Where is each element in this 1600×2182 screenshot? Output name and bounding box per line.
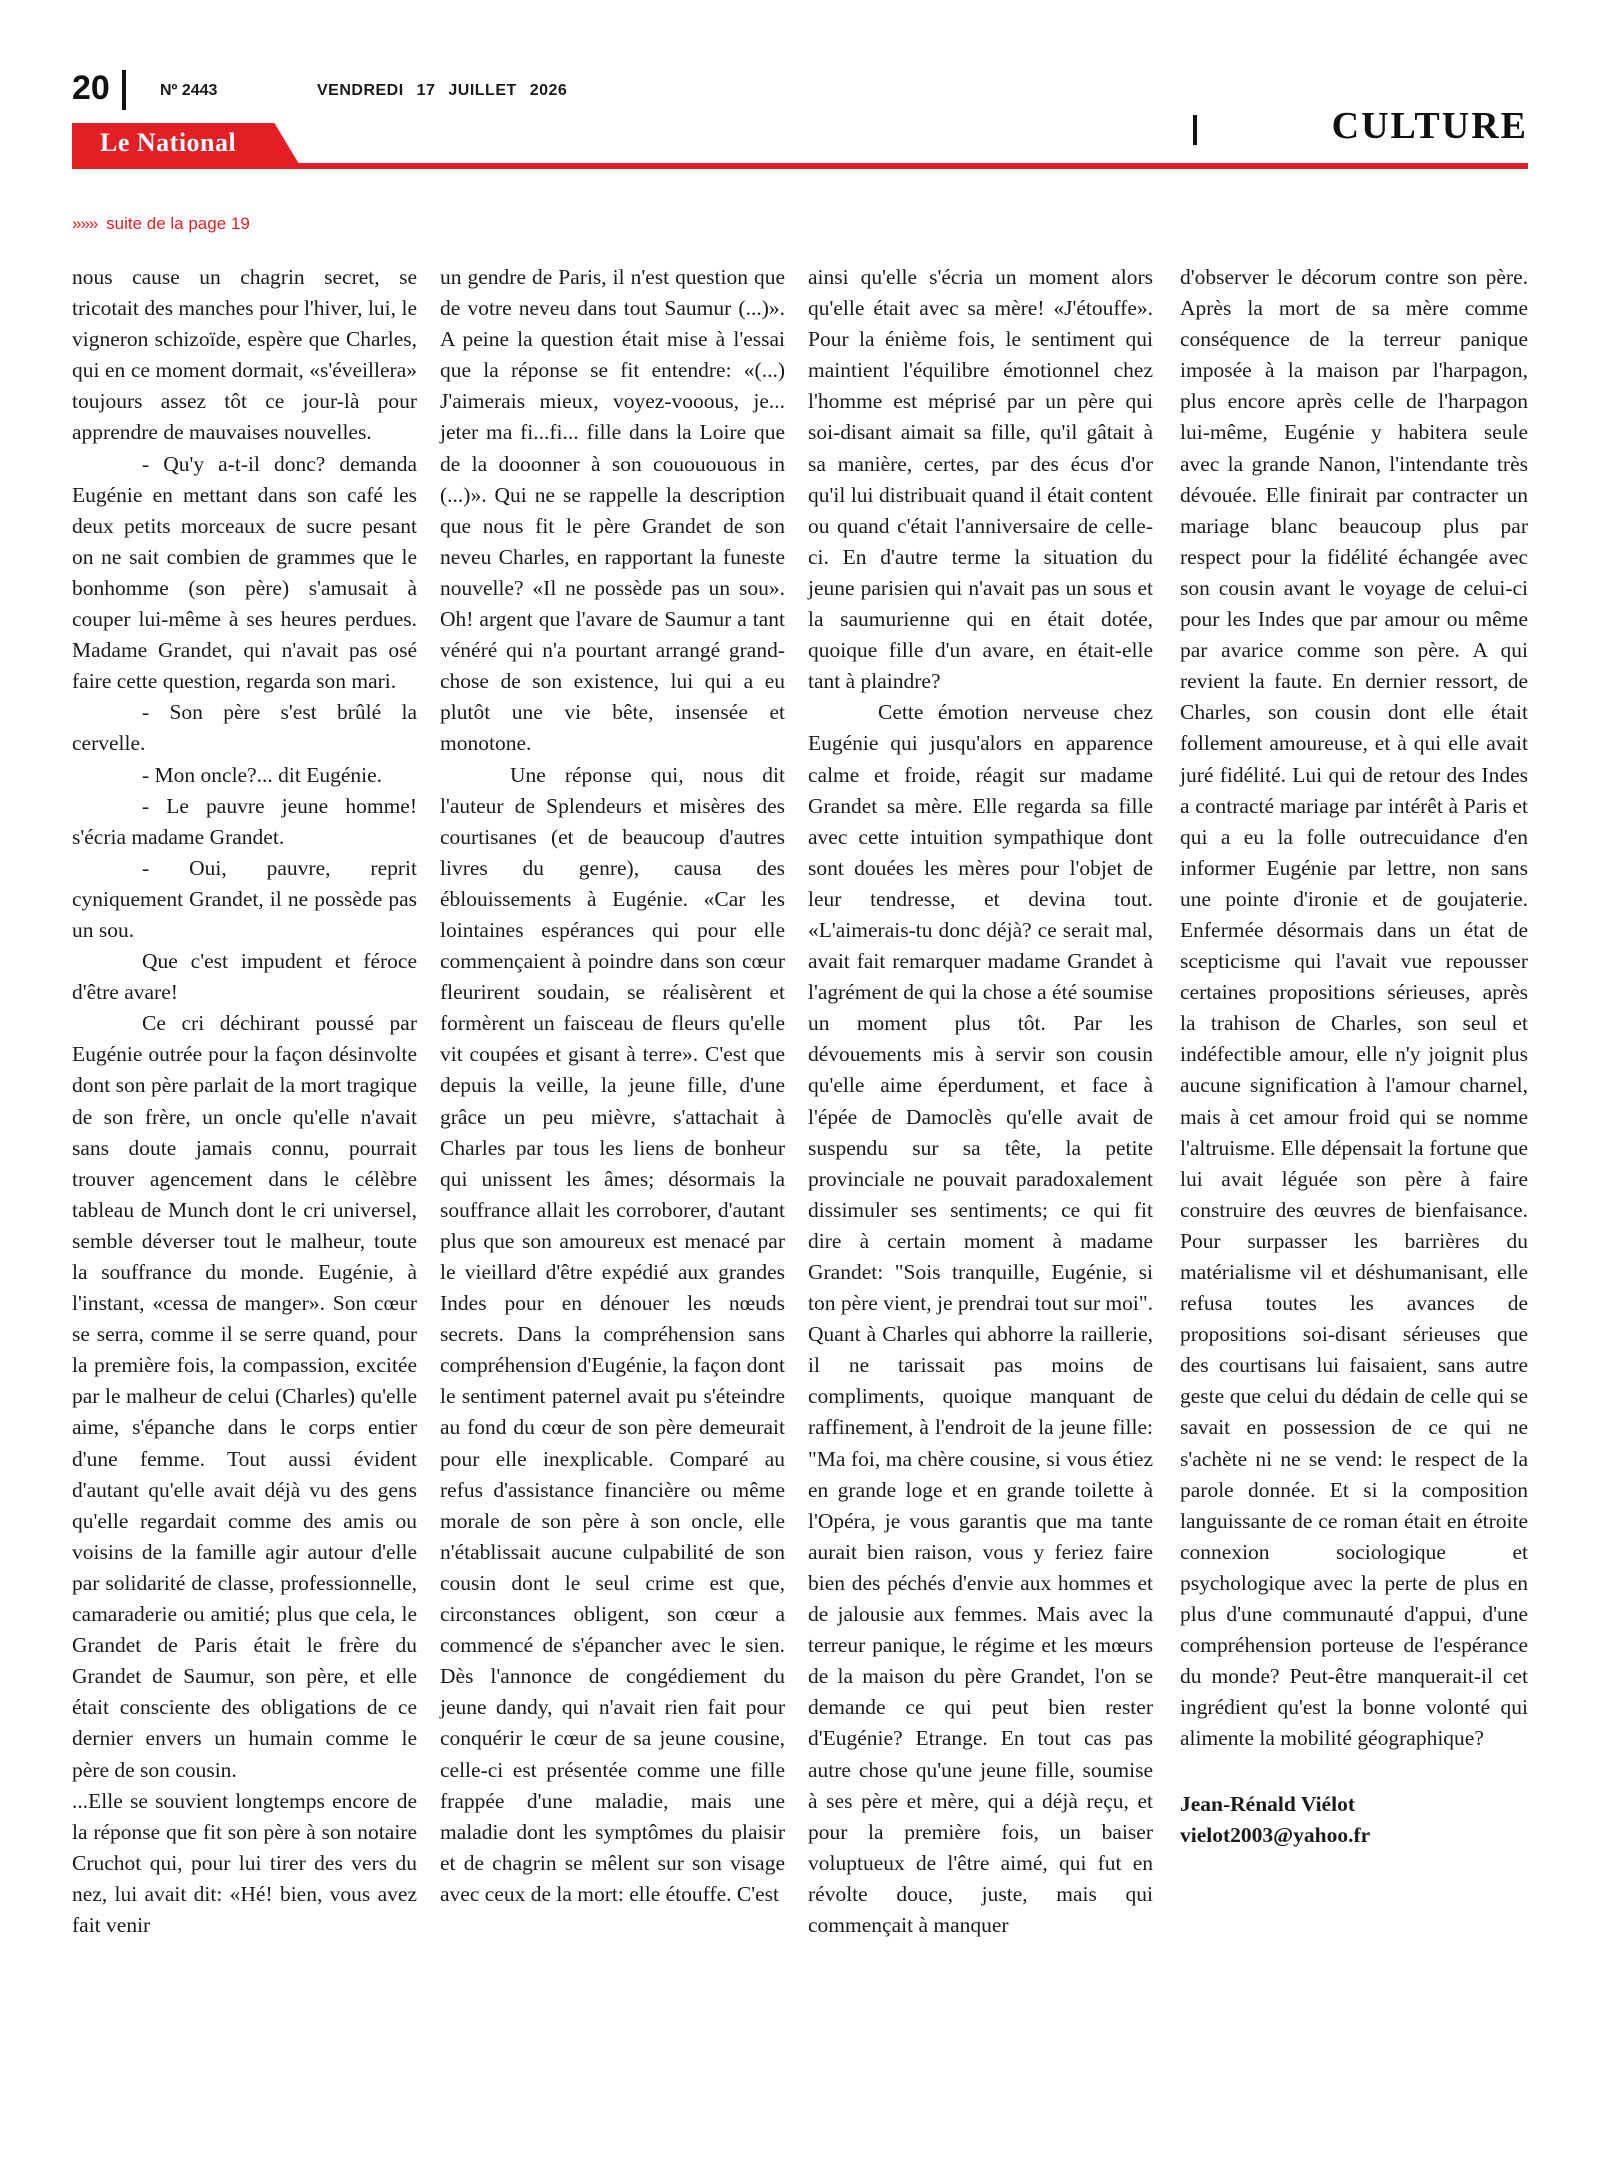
continued-text: suite de la page 19 bbox=[106, 214, 250, 233]
paragraph: Une réponse qui, nous dit l'auteur de Splendeurs et misères des courtisanes (et de beaucoup d'autres livres du genre), causa des éblouissements à Eugénie. «Car les lointaines espérances qui pour elle commençaient à poindre dans son cœur fleurirent soudain, se réalisèrent et formèrent un faisceau de fleurs qu'elle vit coupées et gisant à terre». C'est que depuis la veille, la jeune fille, d'une grâce un peu mièvre, s'attachait à Charles par tous les liens de bonheur qui unissent les âmes; désormais la souffrance allait les corroborer, d'autant plus que son amoureux est menacé par le vieillard d'être expédié aux grandes Indes pour en dénouer les nœuds secrets. Dans la compréhension sans compréhension d'Eugénie, la façon dont le sentiment paternel avait pu s'éteindre au fond du cœur de son père demeurait pour elle inexplicable. Comparé au refus d'assistance financière ou même morale de son père à son oncle, elle n'établissait aucune culpabilité de son cousin dont le seul crime est que, circonstances obligent, son cœur a commencé de s'épancher avec le sien. Dès l'annonce de congédiement du jeune dandy, qui n'avait rien fait pour conquérir le cœur de sa jeune cousine, celle-ci est présentée comme une fille frappée d'une maladie, mais une maladie dont les symptômes du plaisir et de chagrin se mêlent sur son visage avec ceux de la mort: elle étouffe. C'est bbox=[440, 762, 785, 1906]
section-title: CULTURE bbox=[1331, 105, 1528, 147]
author-name: Jean-Rénald Viélot bbox=[1180, 1791, 1355, 1816]
paragraph: Ce cri déchirant poussé par Eugénie outrée pour la façon désinvolte dont son père parlait de la mort tragique de son frère, un oncle qu'elle n'avait sans doute jamais connu, pourrait trouver agencement dans le célèbre tableau de Munch dont le cri universel, semble déverser tout le malheur, toute la souffrance du monde. Eugénie, à l'instant, «cessa de manger». Son cœur se serra, comme il se serre quand, pour la première fois, la compassion, excitée par le malheur de celui (Charles) qu'elle aime, s'épanche dans le corps entier d'une femme. Tout aussi évident d'autant qu'elle avait déjà vu des gens qu'elle regardait comme des amis ou voisins de la famille agir autour d'elle par solidarité de classe, professionnelle, camaraderie ou amitié; plus que cela, le Grandet de Paris était le frère du Grandet de Saumur, son père, et elle était consciente des obligations de ce dernier envers un humain comme le père de son cousin. bbox=[72, 1011, 417, 1782]
paragraph: - Oui, pauvre, reprit cyniquement Grandet, il ne possède pas un sou. bbox=[72, 855, 417, 942]
paragraph: ainsi qu'elle s'écria un moment alors qu'elle était avec sa mère! «J'étouffe». Pour la énième fois, le sentiment qui maintient l'équilibre émotionnel chez l'homme est méprisé par un père qui soi-disant aimait sa fille, qu'il gâtait à sa manière, certes, par des écus d'or qu'il lui distribuait quand il était content ou quand c'était l'anniversaire de celle-ci. En d'autre terme la situation du jeune parisien qui n'avait pas un sous et la saumurienne qui en était dotée, quoique fille d'un avare, en était-elle tant à plaindre? bbox=[808, 265, 1153, 694]
paragraph: un gendre de Paris, il n'est question que de votre neveu dans tout Saumur (...)». A peine la question était mise à l'essai que la réponse se fit entendre: «(...) J'aimerais mieux, voyez-vooous, je... jeter ma fi...fi... fille dans la Loire que de la dooonner à son couououous in (...)». Qui ne se rappelle la description que nous fit le père Grandet de son neveu Charles, en rapportant la funeste nouvelle? «Il ne possède pas un sou». Oh! argent que l'avare de Saumur a tant vénéré qui n'a pourtant arrangé grand-chose de son existence, lui qui a eu plutôt une vie bête, insensée et monotone. bbox=[440, 265, 785, 756]
paragraph: ...Elle se souvient longtemps encore de la réponse que fit son père à son notaire Cruchot qui, pour lui tirer des vers du nez, lui avait dit: «Hé! bien, vous avez fait venir bbox=[72, 1788, 417, 1937]
section-divider bbox=[1193, 115, 1197, 145]
author-signature bbox=[1180, 1789, 1528, 1851]
article-column-4 bbox=[1180, 262, 1528, 1851]
paragraph: Cette émotion nerveuse chez Eugénie qui jusqu'alors en apparence calme et froide, réagit sur madame Grandet sa mère. Elle regarda sa fille avec cette intuition sympathique dont sont douées les mères pour l'objet de leur tendresse, et devina tout. «L'aimerais-tu donc déjà? ce serait mal, avait fait remarquer madame Grandet à l'agrément de qui la chose a été soumise un moment plus tôt. Par les dévouements mis à servir son cousin qu'elle aime éperdument, et face à l'épée de Damoclès qu'elle avait de suspendu sur sa tête, la petite provinciale ne pouvait paradoxalement dissimuler ses sentiments; ce qui fit dire à certain moment à madame Grandet: "Sois tranquille, Eugénie, si ton père vient, je prendrai tout sur moi". Quant à Charles qui abhorre la raillerie, il ne tarissait pas moins de compliments, quoique manquant de raffinement, à l'endroit de la jeune fille: "Ma foi, ma chère cousine, si vous étiez en grande loge et en grande toilette à l'Opéra, je vous garantis que ma tante aurait bien raison, vous y feriez faire bien des péchés d'envie aux hommes et de jalousie aux femmes. Mais avec la terreur panique, le régime et les mœurs de la maison du père Grandet, l'on se demande ce qui peut bien rester d'Eugénie? Etrange. En tout cas pas autre chose qu'une jeune fille, soumise à ses père et mère, qui a déjà reçu, et pour la première fois, un baiser voluptueux de l'être aimé, qui fut en révolte douce, juste, mais qui commençait à manquer bbox=[808, 700, 1153, 1937]
paragraph: nous cause un chagrin secret, se tricotait des manches pour l'hiver, lui, le vigneron schizoïde, espère que Charles, qui en ce moment dormait, «s'éveillera» toujours assez tôt ce jour-là pour apprendre de mauvaises nouvelles. bbox=[72, 265, 417, 445]
paragraph: - Le pauvre jeune homme! s'écria madame Grandet. bbox=[72, 793, 417, 849]
paragraph: - Son père s'est brûlé la cervelle. bbox=[72, 700, 417, 756]
masthead-logo: Le National bbox=[100, 128, 237, 157]
publication-date: VENDREDI 17 JUILLET 2026 bbox=[317, 82, 568, 99]
continued-from bbox=[72, 214, 250, 234]
paragraph: Que c'est impudent et féroce d'être avare! bbox=[72, 949, 417, 1005]
header-top-row bbox=[72, 68, 1532, 108]
page-number: 20 bbox=[72, 69, 110, 107]
continued-arrows: »»» bbox=[72, 214, 98, 233]
paragraph: d'observer le décorum contre son père. Après la mort de sa mère comme conséquence de la terreur panique imposée à la maison par l'harpagon, plus encore après celle de l'harpagon lui-même, Eugénie y habitera seule avec la grande Nanon, l'intendante très dévouée. Elle finirait par contracter un mariage blanc beaucoup plus par respect pour la fidélité échangée avec son cousin avant le voyage de celui-ci pour les Indes que par amour ou même par avarice comme son père. A qui revient la faute. En dernier ressort, de Charles, son cousin dont elle était follement amoureuse, et à qui elle avait juré fidélité. Lui qui de retour des Indes a contracté mariage par intérêt à Paris et qui a eu la folle outrecuidance d'en informer Eugénie par lettre, non sans une pointe d'ironie et de goujaterie. Enfermée désormais dans un état de scepticisme qui l'avait vue repousser certaines propositions sérieuses, après la trahison de Charles, son seul et indéfectible amour, elle n'y joignit plus aucune signification à l'amour charnel, mais à cet amour froid qui se nomme l'altruisme. Elle dépensait la fortune que lui avait léguée son père à faire construire des œuvres de bienfaisance. Pour surpasser les barrières du matérialisme vil et déshumanisant, elle refusa toutes les avances de propositions soi-disant sérieuses que des courtisans lui faisaient, sans autre geste que celui du dédain de celle qui se savait en possession de ce qui ne s'achète ni ne se vend: le respect de la parole donnée. Et si la composition languissante de ce roman était en étroite connexion sociologique et psychologique avec la perte de plus en plus d'une communauté d'appui, d'une compréhension porteuse de l'espérance du monde? Peut-être manquerait-il cet ingrédient qu'est la bonne volonté qui alimente la mobilité géographique? bbox=[1180, 265, 1528, 1751]
header-divider bbox=[122, 70, 126, 110]
header-rule bbox=[72, 163, 1528, 169]
article-column-3 bbox=[808, 262, 1153, 1941]
paragraph: - Mon oncle?... dit Eugénie. bbox=[142, 762, 383, 787]
article-column-1 bbox=[72, 262, 417, 1941]
author-email: vielot2003@yahoo.fr bbox=[1180, 1822, 1371, 1847]
issue-number: Nº 2443 bbox=[160, 82, 218, 99]
article-column-2 bbox=[440, 262, 785, 1910]
paragraph: - Qu'y a-t-il donc? demanda Eugénie en mettant dans son café les deux petits morceaux de sucre pesant on ne sait combien de grammes que le bonhomme (son père) s'amusait à couper lui-même à ses heures perdues. Madame Grandet, qui n'avait pas osé faire cette question, regarda son mari. bbox=[72, 451, 417, 694]
